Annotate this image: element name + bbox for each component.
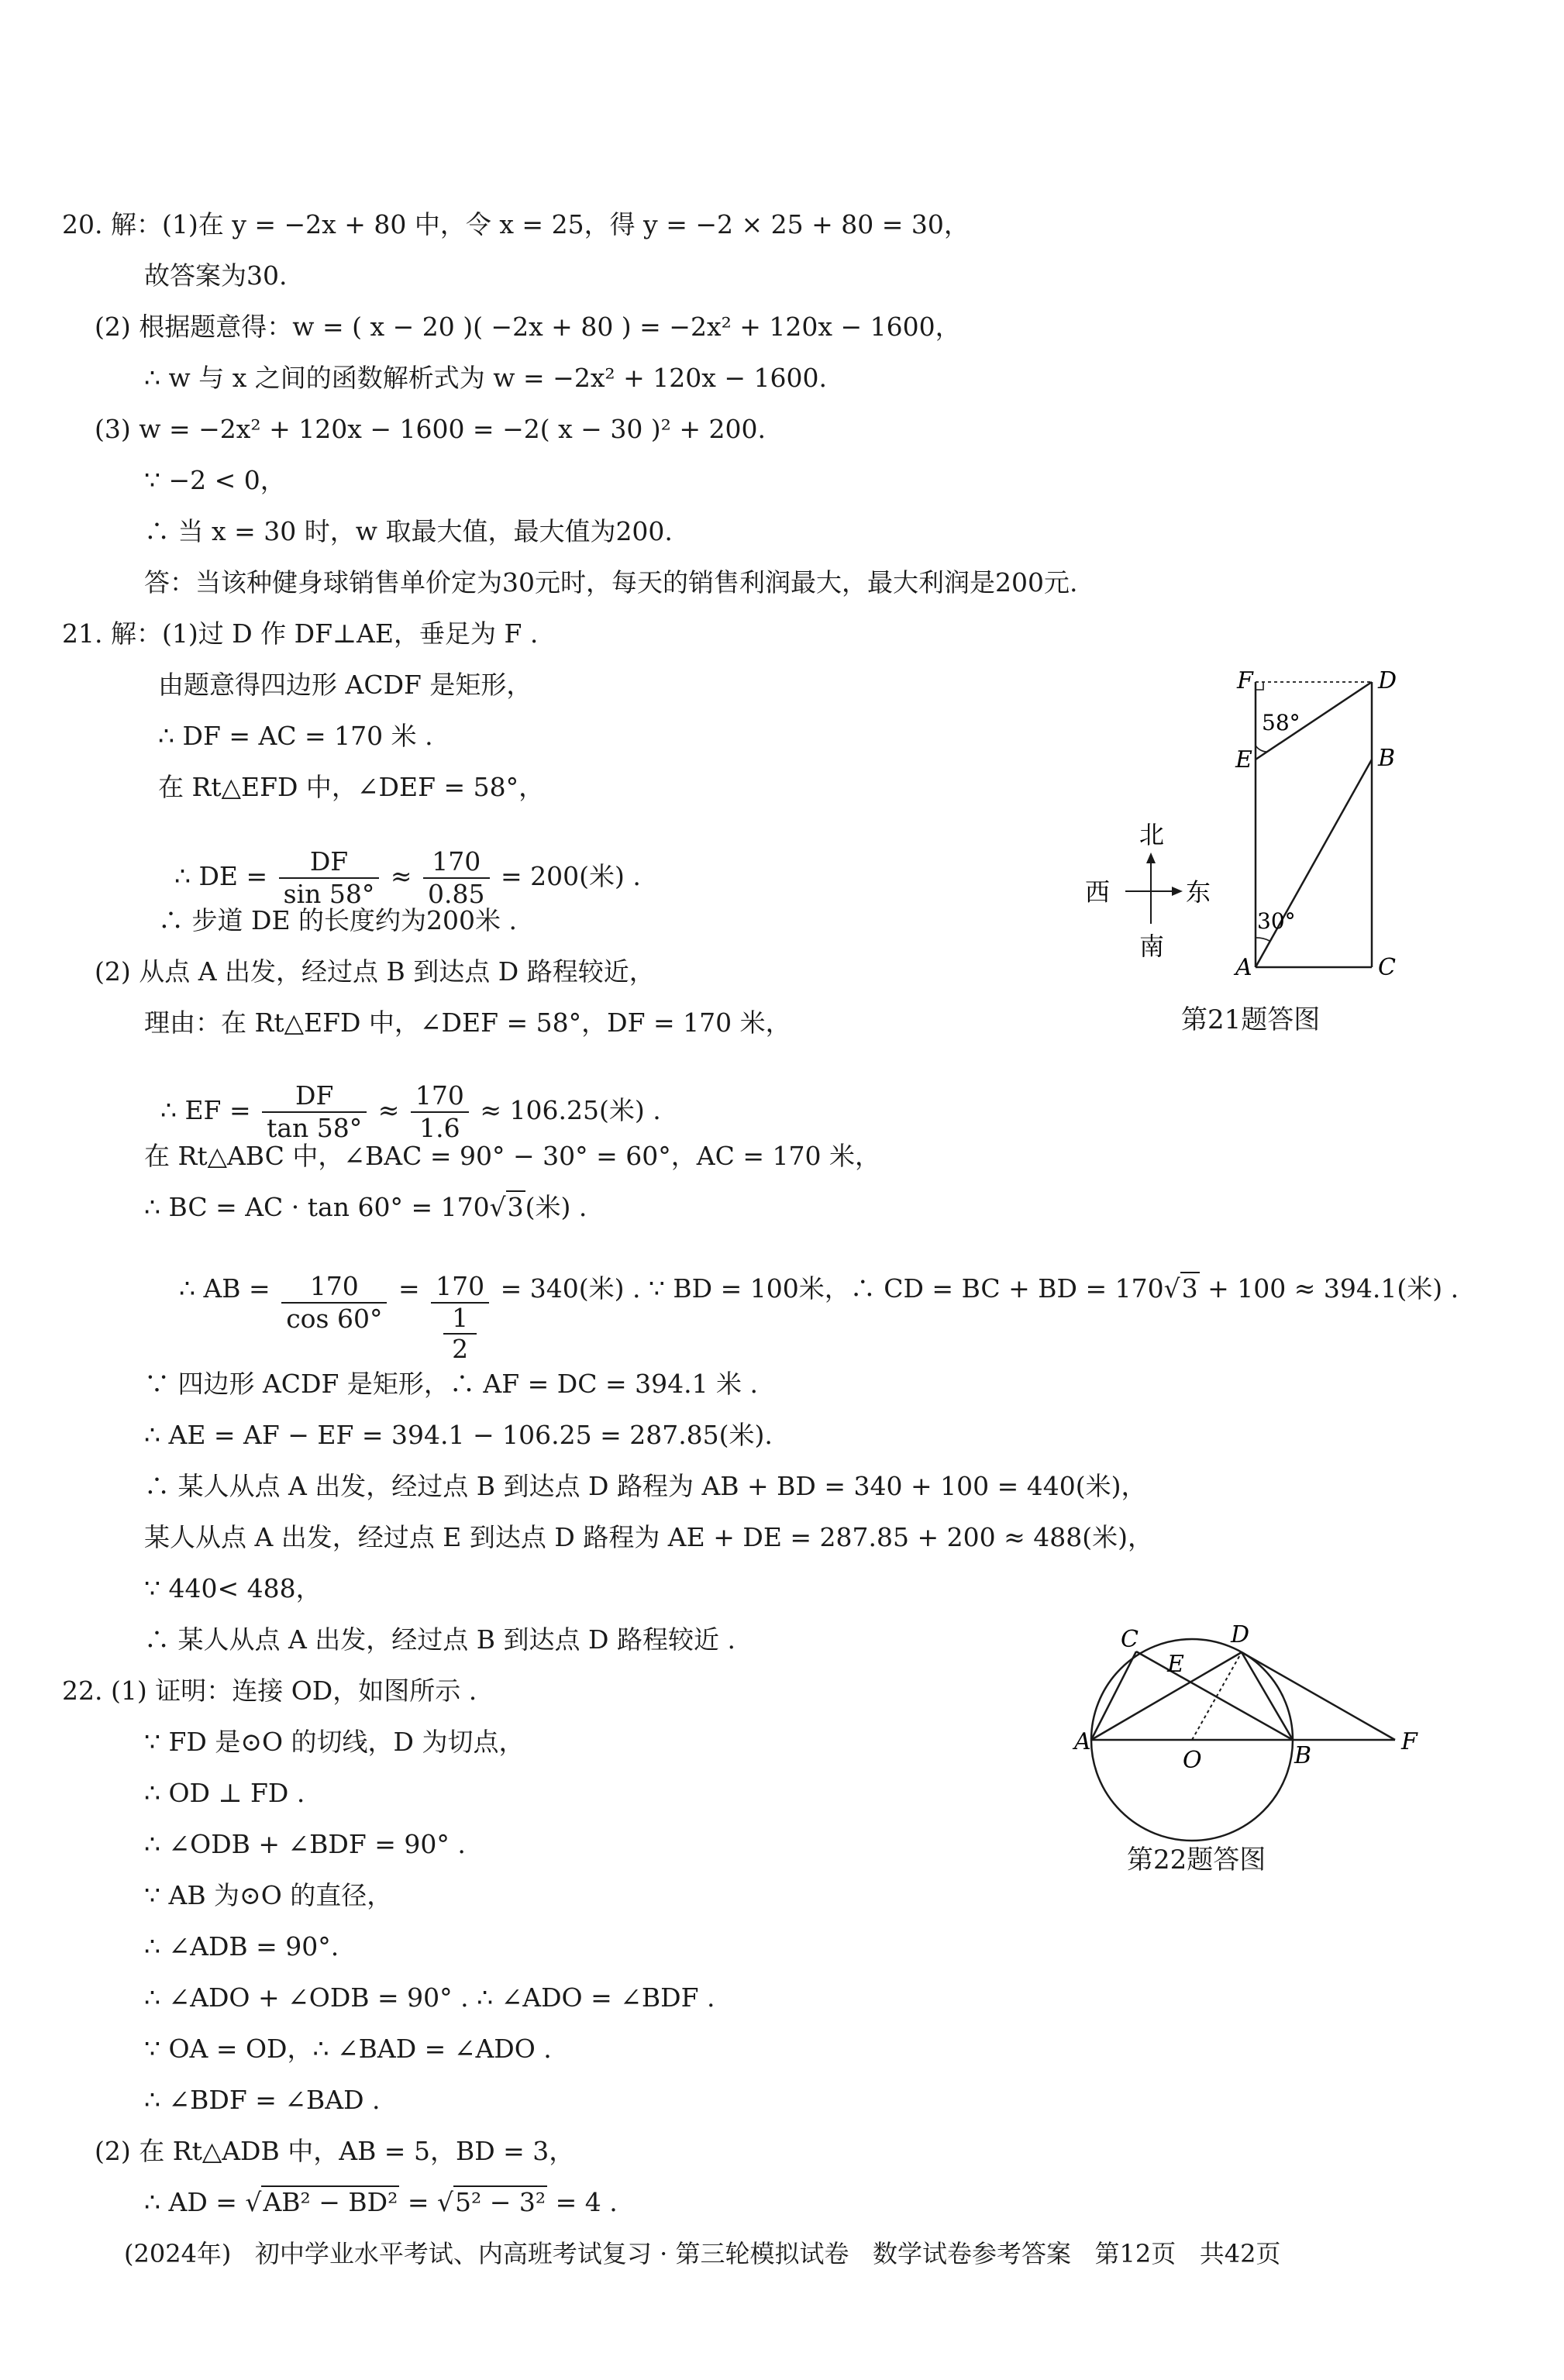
q21-line-3: ∴ DF = AC = 170 米 . [158, 721, 433, 751]
q21-line-18: ∴ 某人从点 A 出发，经过点 B 到达点 D 路程较近 . [144, 1624, 735, 1655]
q21-l12-pre: ∴ AB = [178, 1273, 279, 1304]
q22-l11-eq: = [399, 2187, 437, 2217]
sqrt-radicand: 3 [1181, 1273, 1198, 1304]
label-angle-30: 30° [1257, 908, 1296, 934]
figure-21-caption: 第21题答图 [1181, 1004, 1321, 1035]
line-db [1242, 1652, 1293, 1740]
label-d: D [1378, 667, 1397, 694]
label-angle-58: 58° [1262, 710, 1300, 735]
sqrt-sign: √ [436, 2187, 453, 2217]
label-c: C [1121, 1626, 1139, 1653]
q21-line-5 [158, 812, 641, 910]
q22-line-9: ∴ ∠BDF = ∠BAD . [144, 2085, 381, 2115]
fraction-170-085 [423, 846, 489, 910]
q20-line-8: 答：当该种健身球销售单价定为30元时，每天的销售利润最大，最大利润是200元. [144, 567, 1078, 598]
q21-line-10: 在 Rt△ABC 中，∠BAC = 90° − 30° = 60°，AC = 170 米， [144, 1141, 880, 1171]
compass-east-label: 东 [1186, 877, 1211, 907]
sqrt-radicand: 5² − 3² [455, 2187, 546, 2217]
figure-22-caption: 第22题答图 [1127, 1844, 1266, 1875]
sqrt-sign: √ [1163, 1273, 1180, 1304]
line-df [1242, 1652, 1395, 1740]
q20-line-3: (2) 根据题意得：w = ( x − 20 )( −2x + 80 ) = −2x² + 120x − 1600， [95, 312, 961, 342]
right-angle-mark [1256, 682, 1263, 690]
q21-l5-post: = 200(米) . [492, 861, 641, 891]
fraction-170-16 [411, 1080, 469, 1144]
sqrt-radicand: 3 [507, 1192, 524, 1222]
q22-line-10: (2) 在 Rt△ADB 中，AB = 5，BD = 3， [95, 2136, 575, 2166]
fraction-numerator: 170 [281, 1271, 387, 1304]
q21-l9-pre: ∴ EF = [160, 1095, 260, 1125]
fraction-denominator: sin 58° [283, 879, 375, 909]
q22-line-3: ∴ OD ⊥ FD . [144, 1778, 305, 1808]
figure-22 [1070, 1616, 1426, 1848]
figure-21 [1070, 659, 1411, 984]
label-b: B [1294, 1742, 1312, 1769]
sqrt-sign: √ [245, 2187, 262, 2217]
q21-l12-eq: = [390, 1273, 429, 1304]
q21-line-13: ∵ 四边形 ACDF 是矩形，∴ AF = DC = 394.1 米 . [144, 1369, 759, 1399]
q20-line-5: (3) w = −2x² + 120x − 1600 = −2( x − 30 )² + 200. [95, 414, 766, 444]
compass-west-label: 西 [1085, 877, 1111, 907]
q21-l9-post: ≈ 106.25(米) . [471, 1095, 661, 1125]
q22-line-5: ∵ AB 为⊙O 的直径， [144, 1880, 393, 1910]
q20-line-2: 故答案为30. [144, 260, 288, 291]
q20-line-6: ∵ −2 < 0， [144, 465, 286, 495]
q21-line-16: 某人从点 A 出发，经过点 E 到达点 D 路程为 AE + DE = 287.85 + 200 ≈ 488(米)， [144, 1522, 1153, 1552]
label-a: A [1074, 1728, 1091, 1755]
q21-l12-mid: = 340(米) . ∵ BD = 100米，∴ CD = BC + BD = 170 [492, 1273, 1164, 1304]
page-footer: (2024年) 初中学业水平考试、内高班考试复习 · 第三轮模拟试卷 数学试卷参考答案 第12页 共42页 [124, 2239, 1281, 2268]
fraction-numerator: 170 [431, 1271, 489, 1304]
q22-l11-pre: ∴ AD = [144, 2187, 246, 2217]
label-a: A [1235, 954, 1252, 981]
q21-line-14: ∴ AE = AF − EF = 394.1 − 106.25 = 287.85(米). [144, 1420, 773, 1450]
fraction-denominator: tan 58° [267, 1113, 363, 1143]
q22-line-6: ∴ ∠ADB = 90°. [144, 1931, 339, 1962]
fraction-denominator: 0.85 [428, 879, 485, 909]
q22-line-8: ∵ OA = OD，∴ ∠BAD = ∠ADO . [144, 2034, 552, 2064]
q22-line-2: ∵ FD 是⊙O 的切线，D 为切点， [144, 1727, 525, 1757]
label-f: F [1237, 667, 1253, 694]
fraction-df-sin58 [279, 846, 380, 910]
q22-line-1: 22. (1) 证明：连接 OD，如图所示 . [62, 1676, 477, 1706]
label-f: F [1401, 1728, 1418, 1755]
q21-line-9 [144, 1046, 661, 1144]
q20-line-7: ∴ 当 x = 30 时，w 取最大值，最大值为200. [144, 516, 673, 546]
compass-south-label: 南 [1139, 932, 1165, 961]
line-cb [1136, 1652, 1293, 1740]
fraction-170-over-half [431, 1271, 489, 1364]
angle-arc-58 [1256, 746, 1268, 752]
q21-l9-approx: ≈ [370, 1095, 408, 1125]
label-o: O [1183, 1747, 1202, 1774]
q21-line-6: ∴ 步道 DE 的长度约为200米 . [158, 905, 517, 935]
label-c: C [1378, 954, 1396, 981]
fraction-denominator: cos 60° [286, 1304, 383, 1334]
q21-l12-post: + 100 ≈ 394.1(米) . [1199, 1273, 1459, 1304]
inner-numerator: 1 [443, 1304, 477, 1335]
q22-line-11 [144, 2185, 618, 2220]
line-ab [1256, 759, 1372, 967]
fraction-df-tan58 [262, 1080, 367, 1144]
compass-north-label: 北 [1139, 820, 1165, 849]
q21-line-4: 在 Rt△EFD 中，∠DEF = 58°， [158, 772, 545, 802]
fraction-numerator: DF [262, 1080, 367, 1113]
inner-denominator: 2 [452, 1334, 469, 1364]
q21-line-1: 21. 解：(1)过 D 作 DF⊥AE，垂足为 F . [62, 618, 539, 649]
sqrt-sign: √ [489, 1192, 506, 1222]
q21-line-15: ∴ 某人从点 A 出发，经过点 B 到达点 D 路程为 AB + BD = 340 + 100 = 440(米)， [144, 1471, 1147, 1501]
q21-line-8: 理由：在 Rt△EFD 中，∠DEF = 58°，DF = 170 米， [144, 1007, 791, 1038]
q21-l11-pre: ∴ BC = AC · tan 60° = 170 [144, 1192, 490, 1222]
q21-line-2: 由题意得四边形 ACDF 是矩形， [158, 670, 532, 700]
q20-line-1: 20. 解：(1)在 y = −2x + 80 中，令 x = 25，得 y = −2 × 25 + 80 = 30， [62, 209, 970, 239]
fraction-numerator: 170 [423, 846, 489, 879]
q20-line-4: ∴ w 与 x 之间的函数解析式为 w = −2x² + 120x − 1600. [144, 363, 827, 393]
q22-l11-post: = 4 . [547, 2187, 618, 2217]
line-od-dashed [1192, 1652, 1242, 1740]
q22-line-4: ∴ ∠ODB + ∠BDF = 90° . [144, 1829, 466, 1859]
fraction-numerator: 170 [411, 1080, 469, 1113]
compass-icon [1125, 852, 1183, 924]
angle-arc-30 [1256, 938, 1269, 941]
q21-l5-approx: ≈ [382, 861, 421, 891]
sqrt-radicand: AB² − BD² [263, 2187, 398, 2217]
fraction-numerator: DF [279, 846, 380, 879]
q21-line-17: ∵ 440< 488， [144, 1573, 322, 1603]
q21-line-12 [163, 1237, 1459, 1364]
fraction-denominator: 1.6 [419, 1113, 460, 1143]
q21-line-7: (2) 从点 A 出发，经过点 B 到达点 D 路程较近， [95, 956, 655, 987]
fraction-denominator [431, 1304, 489, 1364]
label-d: D [1231, 1621, 1250, 1648]
label-e: E [1167, 1651, 1184, 1678]
q22-line-7: ∴ ∠ADO + ∠ODB = 90° . ∴ ∠ADO = ∠BDF . [144, 1982, 715, 2013]
label-b: B [1378, 745, 1396, 772]
label-e: E [1235, 746, 1252, 773]
q21-l11-post: (米) . [525, 1192, 587, 1222]
q21-line-11 [144, 1190, 587, 1224]
q21-l5-pre: ∴ DE = [174, 861, 276, 891]
fraction-170-cos60 [281, 1271, 387, 1335]
